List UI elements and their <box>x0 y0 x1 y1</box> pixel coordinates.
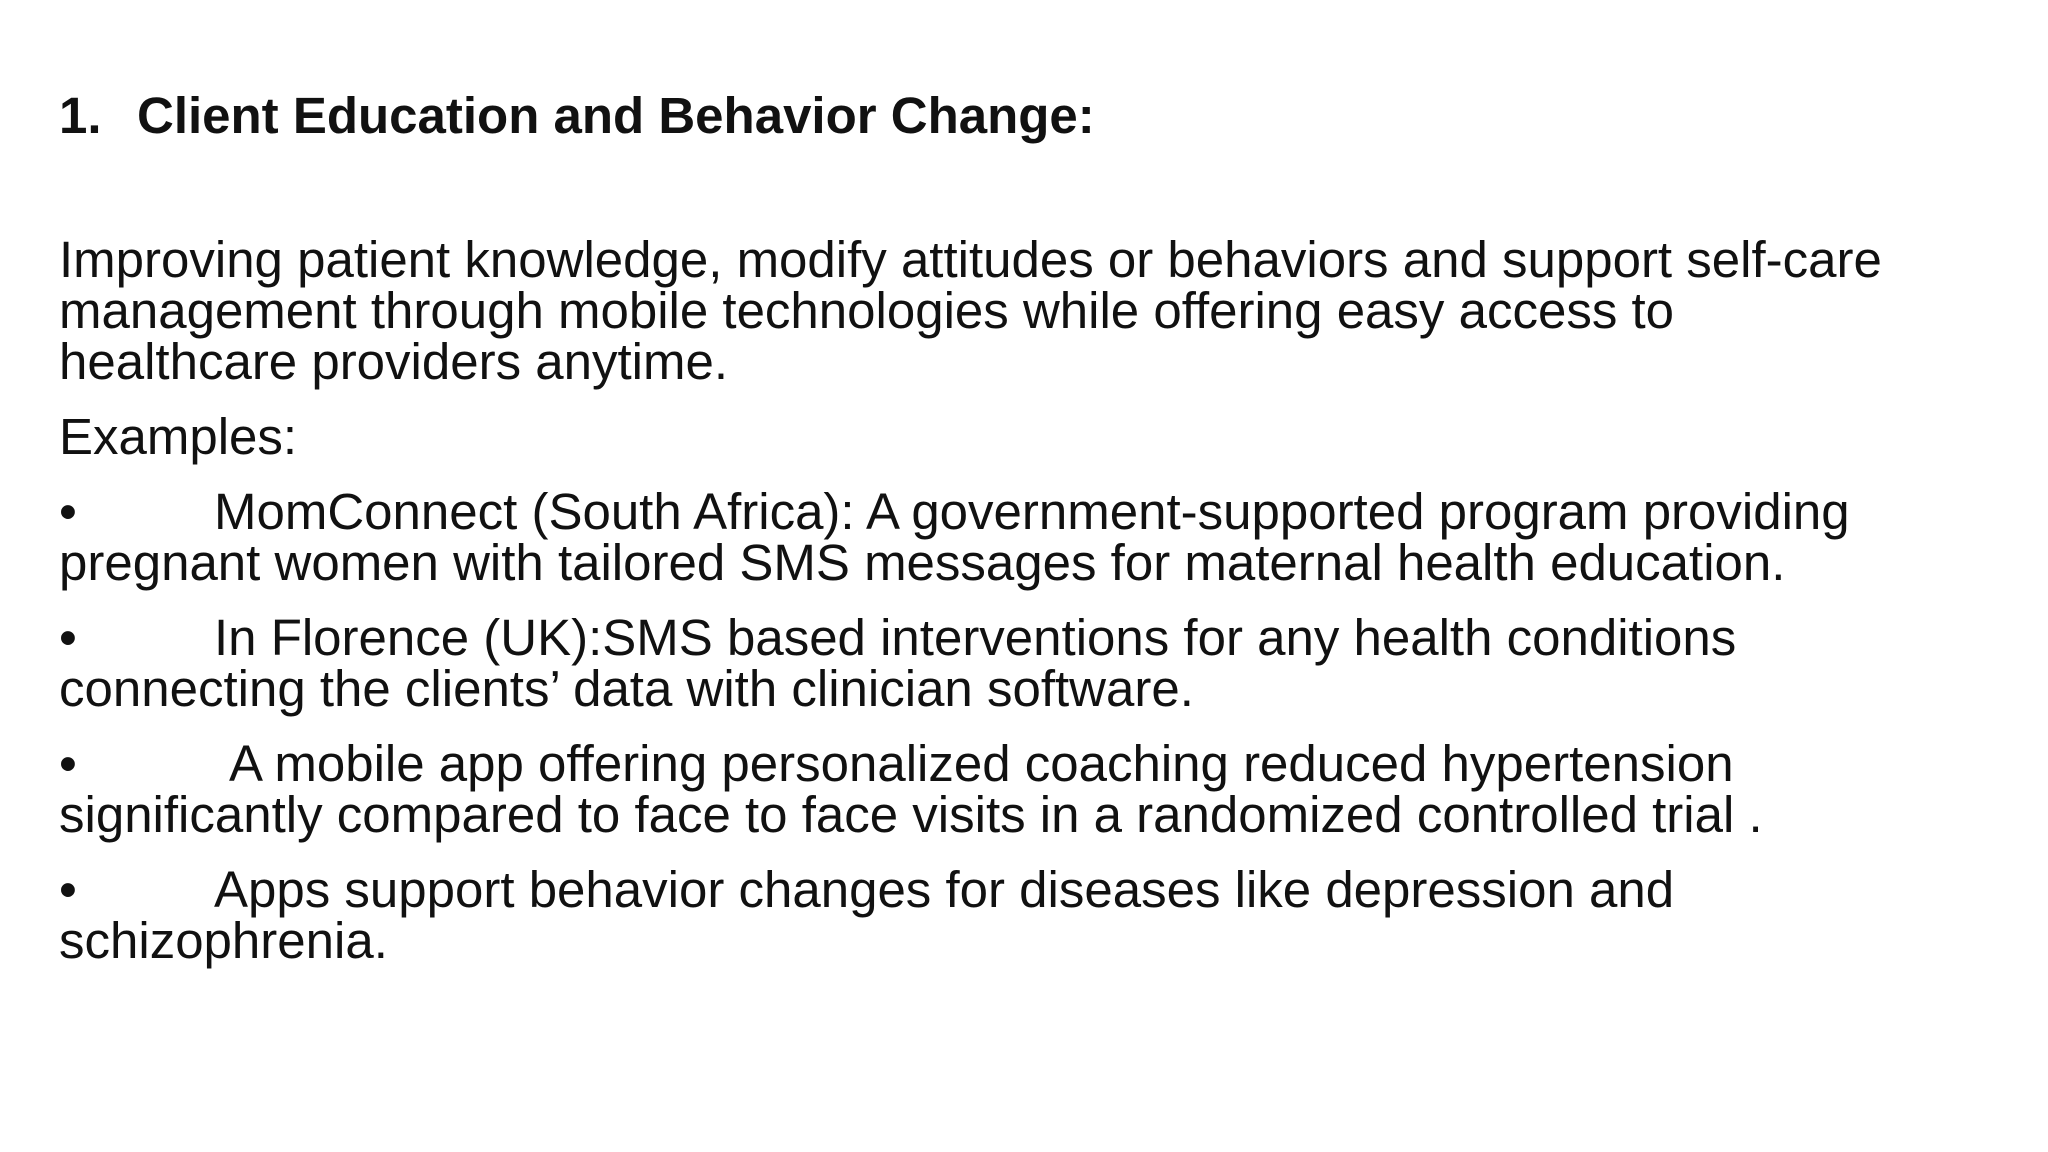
bullet-line-2: significantly compared to face to face visits in a randomized controlled trial . <box>59 786 1763 843</box>
intro-paragraph <box>59 231 2019 390</box>
bullet-icon: • <box>59 609 77 666</box>
slide-body <box>59 231 2019 969</box>
list-item <box>59 609 2019 717</box>
bullet-line-2: schizophrenia. <box>59 912 388 969</box>
intro-line-3: healthcare providers anytime. <box>59 333 729 390</box>
heading-number: 1. <box>59 87 102 144</box>
bullet-line-2: pregnant women with tailored SMS messages for maternal health education. <box>59 534 1786 591</box>
list-item <box>59 483 2019 591</box>
examples-label: Examples: <box>59 408 298 465</box>
bullet-line-1: A mobile app offering personalized coaching reduced hypertension <box>229 735 1734 792</box>
list-item <box>59 861 2019 969</box>
intro-line-1: Improving patient knowledge, modify attitudes or behaviors and support self-care <box>59 231 1882 288</box>
section-heading <box>59 86 1095 146</box>
list-item <box>59 735 2019 843</box>
bullet-icon: • <box>59 861 77 918</box>
heading-title: Client Education and Behavior Change: <box>137 87 1095 144</box>
bullet-line-1: In Florence (UK):SMS based interventions for any health conditions <box>214 609 1737 666</box>
bullet-icon: • <box>59 483 77 540</box>
bullet-icon: • <box>59 735 77 792</box>
bullet-line-1: Apps support behavior changes for diseases like depression and <box>214 861 1675 918</box>
bullet-line-1: MomConnect (South Africa): A government-supported program providing <box>214 483 1850 540</box>
intro-line-2: management through mobile technologies while offering easy access to <box>59 282 1675 339</box>
bullet-line-2: connecting the clients’ data with clinician software. <box>59 660 1194 717</box>
